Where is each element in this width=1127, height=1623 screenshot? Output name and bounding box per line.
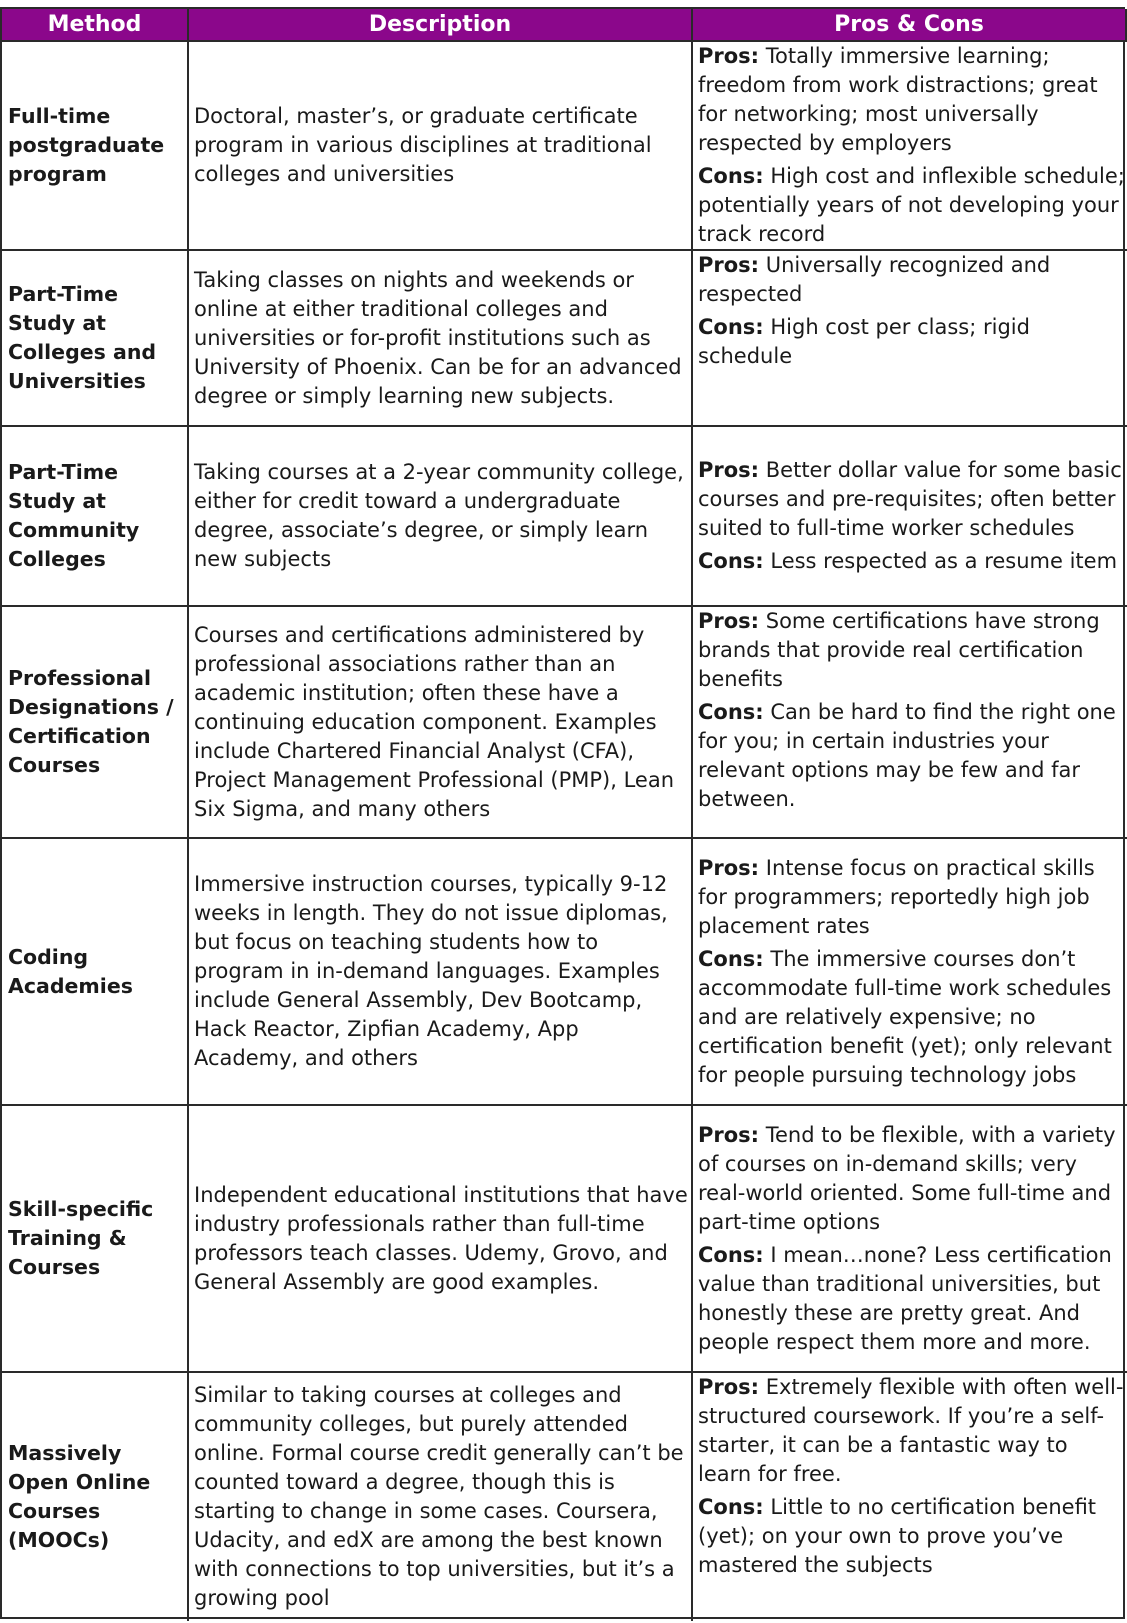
cons-content: Can be hard to find the right one for you; in certain industries your relevant options may be few and far between. — [698, 700, 1116, 811]
method-cell: Part-Time Study at Community Colleges — [2, 427, 189, 607]
cons-content: High cost per class; rigid schedule — [698, 315, 1030, 368]
cons-content: I mean…none? Less certification value than traditional universities, but honestly these are pretty great. And people respect them more and more. — [698, 1242, 1112, 1354]
pros-text — [698, 854, 1125, 941]
cons-text — [698, 1493, 1125, 1580]
pros-text — [698, 456, 1125, 543]
pros-cons-cell — [693, 607, 1127, 839]
description-cell: Immersive instruction courses, typically 9-12 weeks in length. They do not issue diplomas, but focus on teaching students how to program in in-demand languages. Examples include General Assembly, Dev Bootcamp, Hack Reactor, Zipfian Academy, App Academy, and others — [189, 839, 693, 1106]
pros-content: Extremely flexible with often well-structured coursework. If you’re a self-starter, it can be a fantastic way to learn for free. — [698, 1375, 1124, 1486]
cons-label: Cons: — [698, 1242, 764, 1267]
cons-content: Less respected as a resume item — [763, 549, 1118, 573]
pros-text — [698, 1373, 1125, 1489]
pros-label: Pros: — [698, 458, 760, 482]
pros-cons-cell — [693, 427, 1127, 607]
pros-content: Intense focus on practical skills for programmers; reportedly high job placement rates — [698, 855, 1095, 938]
pros-content: Some certifications have strong brands that provide real certification benefits — [698, 609, 1100, 691]
method-cell: Professional Designations / Certification Courses — [2, 607, 189, 839]
header-method: Method — [2, 9, 189, 42]
cons-label: Cons: — [698, 946, 764, 971]
method-cell: Full-time postgraduate program — [2, 42, 189, 251]
pros-label: Pros: — [698, 253, 760, 277]
cons-text — [698, 547, 1125, 576]
method-cell: Part-Time Study at Colleges and Universities — [2, 251, 189, 427]
pros-content: Universally recognized and respected — [698, 253, 1051, 306]
cons-text — [698, 313, 1125, 371]
cons-content: The immersive courses don’t accommodate full-time work schedules and are relatively expensive; no certification benefit (yet); only relevant for people pursuing technology jobs — [698, 946, 1112, 1087]
description-cell: Courses and certifications administered by professional associations rather than an academic institution; often these have a continuing education component. Examples include Chartered Financial Analyst (CFA), Project Management Professional (PMP), Lean Six Sigma, and many others — [189, 607, 693, 839]
pros-text — [698, 607, 1125, 694]
pros-content: Totally immersive learning; freedom from work distractions; great for networking; most universally respected by employers — [698, 44, 1098, 155]
pros-cons-cell — [693, 42, 1127, 251]
pros-label: Pros: — [698, 855, 760, 880]
pros-cons-cell — [693, 839, 1127, 1106]
cons-label: Cons: — [698, 164, 764, 188]
cons-content: Little to no certification benefit (yet); on your own to prove you’ve mastered the subjects — [698, 1495, 1097, 1577]
cons-label: Cons: — [698, 1495, 764, 1519]
pros-cons-cell — [693, 251, 1127, 427]
cons-text — [698, 945, 1125, 1090]
cons-content: High cost and inflexible schedule; potentially years of not developing your track record — [698, 164, 1125, 246]
pros-text — [698, 251, 1125, 309]
pros-cons-cell — [693, 1106, 1127, 1373]
pros-label: Pros: — [698, 609, 760, 633]
description-cell: Doctoral, master’s, or graduate certificate program in various disciplines at traditional colleges and universities — [189, 42, 693, 251]
cons-label: Cons: — [698, 315, 764, 339]
cons-label: Cons: — [698, 549, 764, 573]
method-cell: Skill-specific Training & Courses — [2, 1106, 189, 1373]
header-pros-cons: Pros & Cons — [693, 9, 1127, 42]
description-cell: Taking classes on nights and weekends or online at either traditional colleges and universities or for-profit institutions such as University of Phoenix. Can be for an advanced degree or simply learning new subjects. — [189, 251, 693, 427]
pros-text — [698, 1121, 1125, 1237]
pros-label: Pros: — [698, 44, 760, 68]
method-cell: Coding Academies — [2, 839, 189, 1106]
pros-label: Pros: — [698, 1375, 760, 1399]
description-cell: Taking courses at a 2-year community college, either for credit toward a undergraduate degree, associate’s degree, or simply learn new subjects — [189, 427, 693, 607]
pros-label: Pros: — [698, 1122, 760, 1147]
cons-text — [698, 162, 1125, 249]
header-description: Description — [189, 9, 693, 42]
pros-content: Tend to be flexible, with a variety of courses on in-demand skills; very real-world oriented. Some full-time and part-time options — [698, 1122, 1116, 1234]
pros-text — [698, 42, 1125, 158]
cons-label: Cons: — [698, 700, 764, 724]
method-cell: Massively Open Online Courses (MOOCs) — [2, 1373, 189, 1621]
education-methods-table — [0, 7, 1125, 1619]
cons-text — [698, 698, 1125, 814]
pros-cons-cell — [693, 1373, 1127, 1621]
pros-content: Better dollar value for some basic courses and pre-requisites; often better suited to full-time worker schedules — [698, 458, 1122, 540]
cons-text — [698, 1241, 1125, 1357]
description-cell: Independent educational institutions that have industry professionals rather than full-time professors teach classes. Udemy, Grovo, and General Assembly are good examples. — [189, 1106, 693, 1373]
description-cell: Similar to taking courses at colleges and community colleges, but purely attended online. Formal course credit generally can’t be counted toward a degree, though this is starting to change in some cases. Coursera, Udacity, and edX are among the best known with connections to top universities, but it’s a growing pool — [189, 1373, 693, 1621]
